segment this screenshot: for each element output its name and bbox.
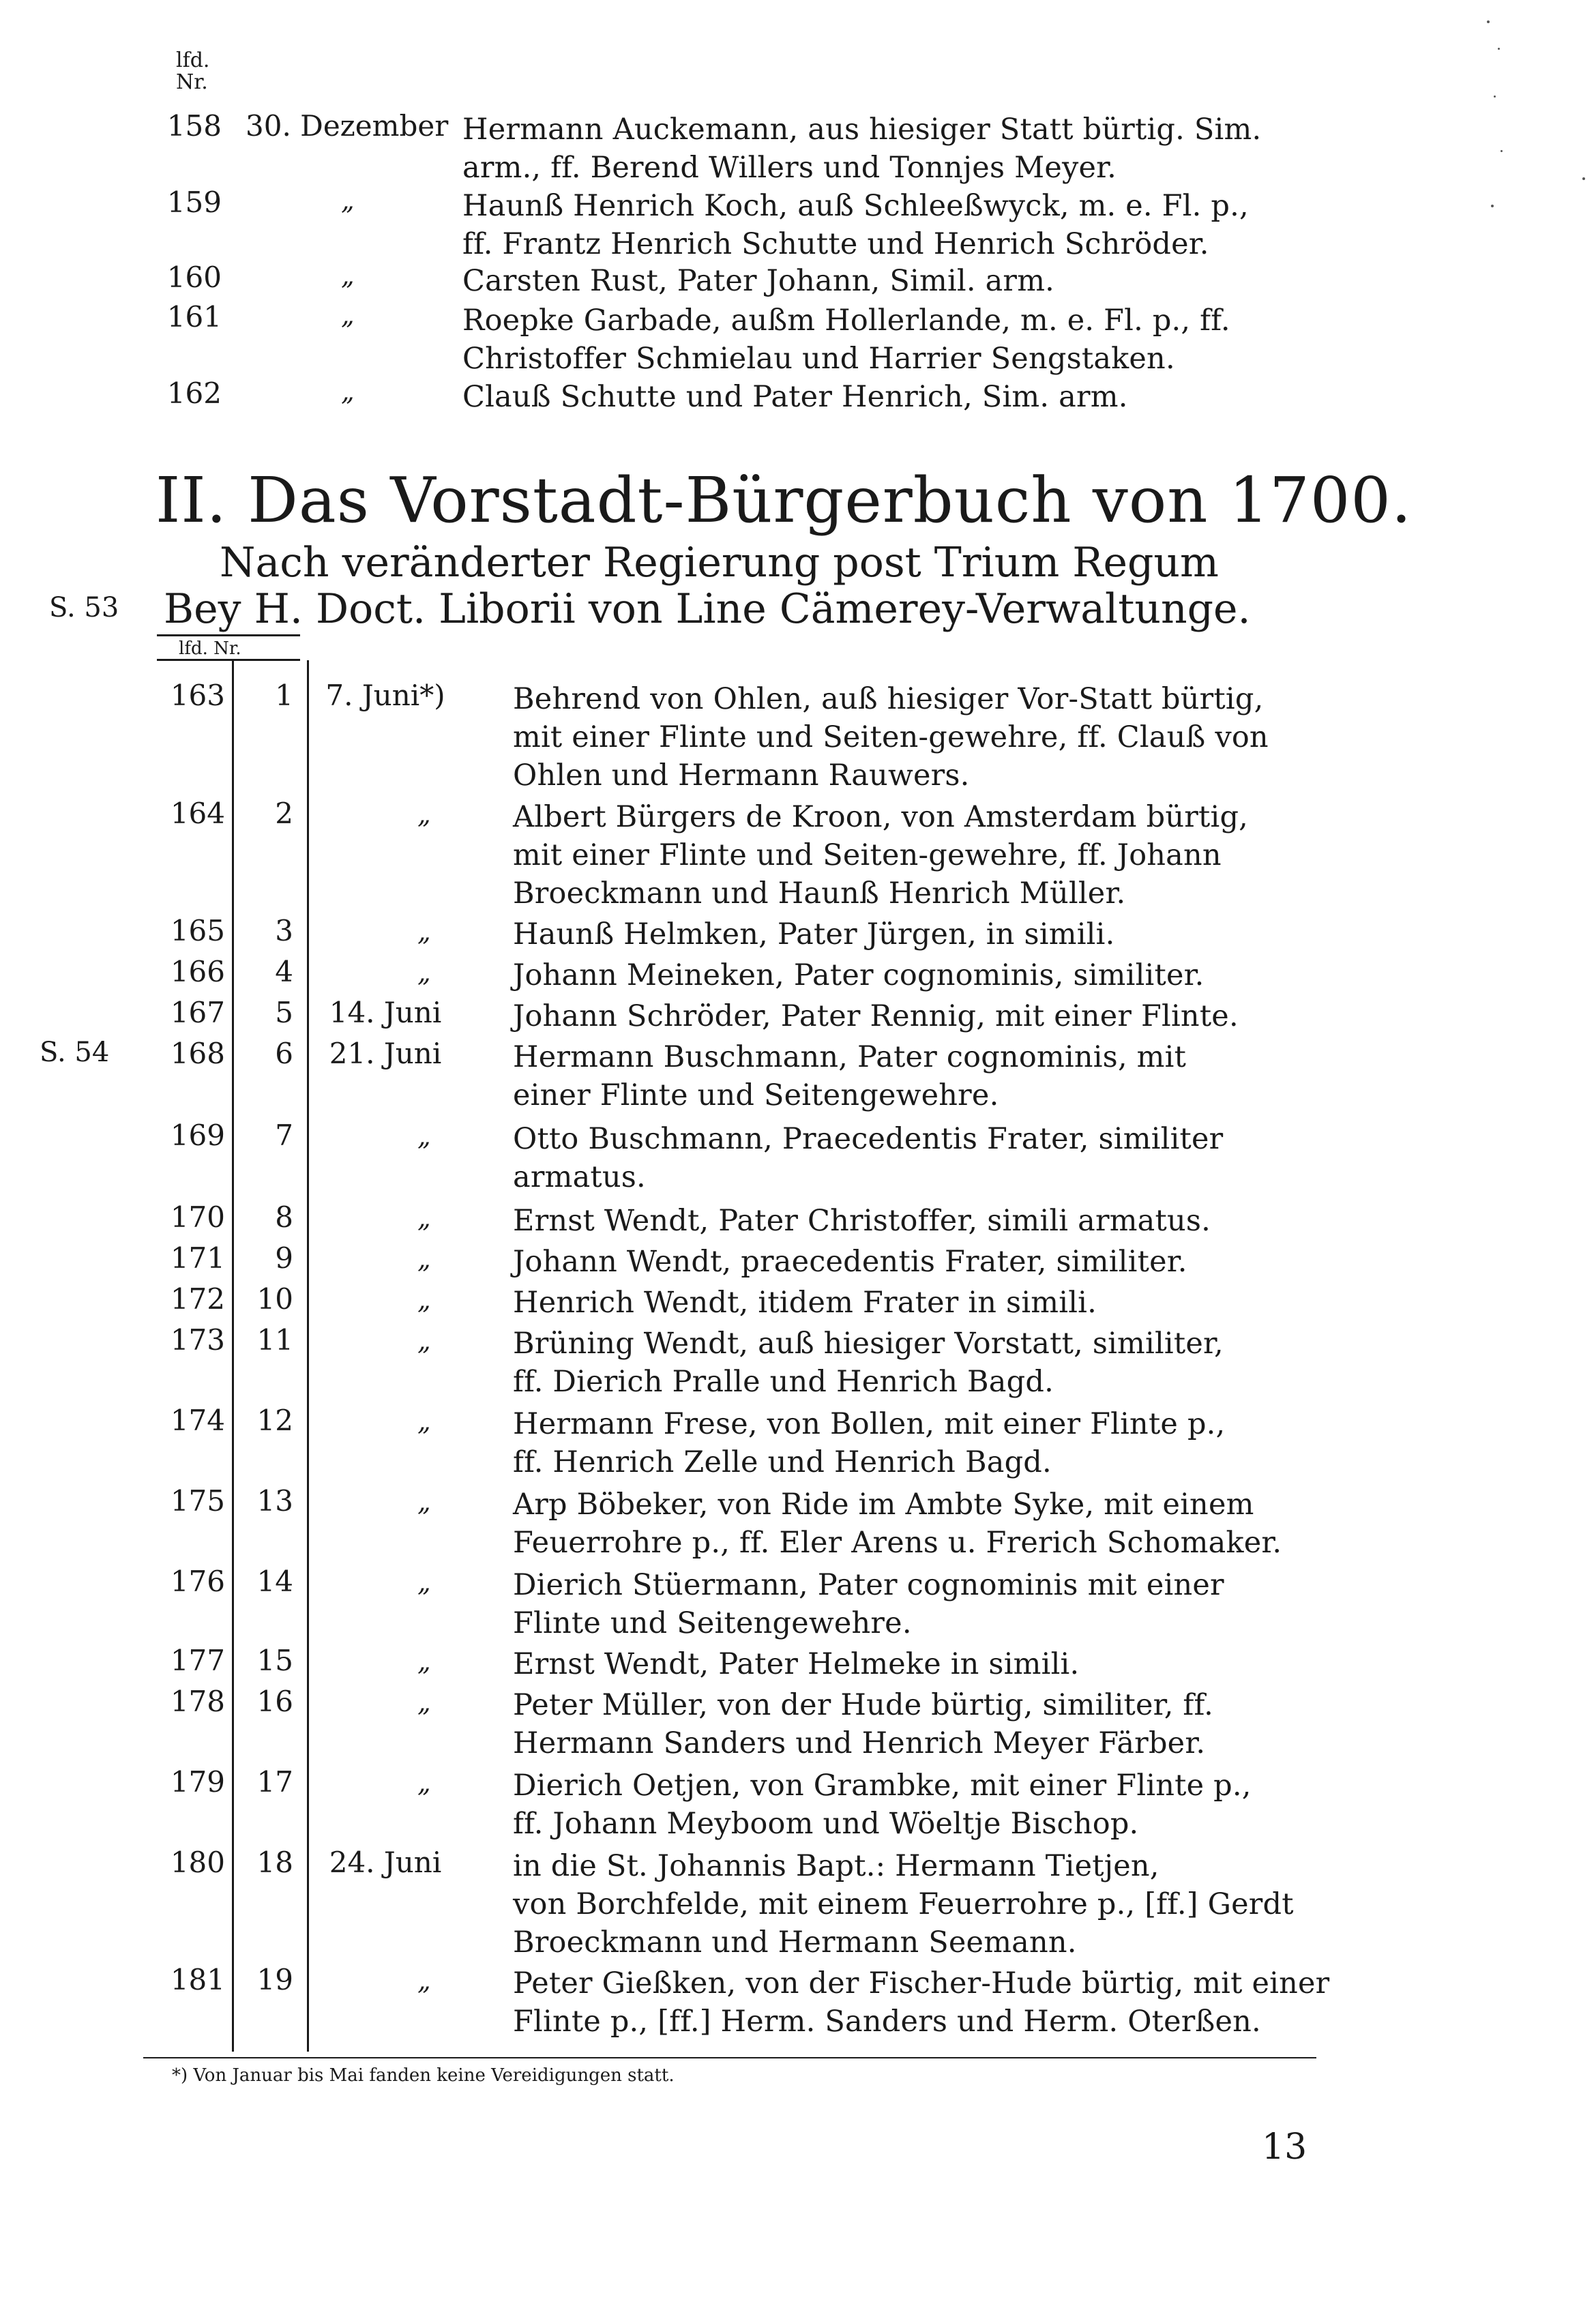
entry-text-line: Dierich Oetjen, von Grambke, mit einer Flinte p., (513, 1769, 1252, 1803)
entry-text-line: in die St. Johannis Bapt.: Hermann Tietjen, (513, 1849, 1159, 1883)
entry-sub-number: 19 (256, 1963, 293, 1996)
scan-speck (1487, 20, 1490, 23)
entry-sub-number: 14 (256, 1565, 293, 1598)
entry-text-line: mit einer Flinte und Seiten-gewehre, ff. Johann (513, 838, 1222, 872)
header-rule-top (157, 634, 300, 636)
entry-text-line: Clauß Schutte und Pater Henrich, Sim. arm. (462, 380, 1128, 414)
entry-text-line: Johann Schröder, Pater Rennig, mit einer Flinte. (513, 999, 1239, 1033)
entry-text-line: Henrich Wendt, itidem Frater in simili. (513, 1286, 1097, 1320)
entry-sub-number: 4 (275, 955, 293, 988)
entry-sub-number: 17 (256, 1765, 293, 1799)
scan-speck (1501, 150, 1503, 152)
entry-number: 175 (170, 1484, 225, 1518)
lfd-label: lfd. (176, 48, 210, 72)
scan-speck (1494, 95, 1496, 98)
entry-number: 159 (166, 186, 222, 219)
margin-ref-s54: S. 54 (40, 1037, 110, 1068)
entry-number: 181 (170, 1963, 225, 1996)
ditto-mark: „ (417, 1687, 431, 1717)
ditto-mark: „ (417, 1244, 431, 1274)
entry-text-line: von Borchfelde, mit einem Feuerrohre p., [ff.] Gerdt (513, 1887, 1294, 1921)
entry-text-line: ff. Henrich Zelle und Henrich Bagd. (513, 1445, 1052, 1479)
entry-sub-number: 18 (256, 1846, 293, 1879)
entry-text-line: Johann Meineken, Pater cognominis, similiter. (513, 958, 1205, 992)
entry-sub-number: 7 (275, 1119, 293, 1152)
entry-text-line: Christoffer Schmielau und Harrier Sengstaken. (462, 342, 1175, 376)
scan-speck (1498, 48, 1500, 50)
entry-text-line: Roepke Garbade, außm Hollerlande, m. e. Fl. p., ff. (462, 304, 1230, 338)
entry-text-line: Ernst Wendt, Pater Helmeke in simili. (513, 1647, 1080, 1681)
scan-speck (1491, 205, 1494, 207)
nr-label: Nr. (176, 70, 208, 94)
entry-sub-number: 10 (256, 1282, 293, 1316)
entry-text-line: Flinte p., [ff.] Herm. Sanders und Herm. Oterßen. (513, 2005, 1261, 2039)
entry-number: 164 (170, 797, 225, 830)
entry-text-line: Ernst Wendt, Pater Christoffer, simili armatus. (513, 1204, 1211, 1238)
entry-number: 166 (170, 955, 225, 988)
entry-date: 14. Juni (329, 996, 442, 1029)
entry-text-line: mit einer Flinte und Seiten-gewehre, ff. Clauß von (513, 720, 1269, 754)
entry-number: 160 (166, 261, 222, 294)
entry-text-line: Peter Gießken, von der Fischer-Hude bürtig, mit einer (513, 1966, 1330, 2000)
ditto-mark: „ (417, 1646, 431, 1677)
ditto-mark: „ (417, 1406, 431, 1436)
entry-sub-number: 2 (275, 797, 293, 830)
entry-text-line: Flinte und Seitengewehre. (513, 1606, 912, 1640)
ditto-mark: „ (341, 186, 355, 216)
entry-number: 179 (170, 1765, 225, 1799)
entry-text-line: Johann Wendt, praecedentis Frater, similiter. (513, 1245, 1187, 1279)
entry-date: 7. Juni*) (325, 679, 445, 712)
entry-text-line: Hermann Frese, von Bollen, mit einer Flinte p., (513, 1407, 1226, 1441)
section-subtitle-1: Nach veränderter Regierung post Trium Regum (220, 539, 1219, 587)
section-subtitle-2: Bey H. Doct. Liborii von Line Cämerey-Verwaltunge. (164, 585, 1251, 633)
col-rule-1 (232, 660, 234, 2052)
ditto-mark: „ (417, 917, 431, 947)
ditto-mark: „ (417, 1487, 431, 1517)
entry-text-line: Feuerrohre p., ff. Eler Arens u. Frerich Schomaker. (513, 1526, 1282, 1560)
entry-text-line: Ohlen und Hermann Rauwers. (513, 758, 970, 793)
entry-text-line: ff. Johann Meyboom und Wöeltje Bischop. (513, 1807, 1139, 1841)
table-col-header: lfd. Nr. (179, 638, 241, 659)
entry-text-line: arm., ff. Berend Willers und Tonnjes Meyer. (462, 151, 1117, 185)
header-rule-bottom (157, 659, 300, 661)
ditto-mark: „ (341, 376, 355, 407)
entry-number: 173 (170, 1323, 225, 1357)
entry-text-line: Behrend von Ohlen, auß hiesiger Vor-Statt bürtig, (513, 682, 1264, 716)
ditto-mark: „ (341, 261, 355, 291)
ditto-mark: „ (417, 799, 431, 829)
entry-sub-number: 1 (275, 679, 293, 712)
entry-text-line: Hermann Sanders und Henrich Meyer Färber. (513, 1726, 1206, 1760)
entry-date: 21. Juni (329, 1037, 442, 1070)
entry-number: 169 (170, 1119, 225, 1152)
col-rule-2 (307, 660, 309, 2052)
ditto-mark: „ (417, 958, 431, 988)
ditto-mark: „ (417, 1121, 431, 1151)
ditto-mark: „ (417, 1285, 431, 1315)
entry-text-line: Broeckmann und Haunß Henrich Müller. (513, 876, 1126, 911)
entry-sub-number: 8 (275, 1200, 293, 1234)
entry-text-line: Hermann Auckemann, aus hiesiger Statt bürtig. Sim. (462, 113, 1262, 147)
ditto-mark: „ (417, 1768, 431, 1798)
entry-sub-number: 15 (256, 1644, 293, 1677)
entry-text-line: Albert Bürgers de Kroon, von Amsterdam bürtig, (513, 800, 1249, 834)
entry-sub-number: 16 (256, 1685, 293, 1718)
entry-text-line: Carsten Rust, Pater Johann, Simil. arm. (462, 264, 1055, 298)
entry-number: 161 (166, 300, 222, 334)
entry-text-line: armatus. (513, 1160, 646, 1194)
ditto-mark: „ (417, 1567, 431, 1597)
entry-text-line: Hermann Buschmann, Pater cognominis, mit (513, 1040, 1187, 1074)
entry-number: 162 (166, 376, 222, 410)
entry-number: 177 (170, 1644, 225, 1677)
entry-sub-number: 3 (275, 914, 293, 947)
margin-ref-s53: S. 53 (49, 592, 119, 623)
entry-text-line: Otto Buschmann, Praecedentis Frater, similiter (513, 1122, 1224, 1156)
entry-number: 176 (170, 1565, 225, 1598)
ditto-mark: „ (417, 1203, 431, 1233)
entry-sub-number: 12 (256, 1404, 293, 1437)
footnote-rule (143, 2057, 1316, 2058)
scan-speck (1582, 177, 1585, 180)
entry-date: 24. Juni (329, 1846, 442, 1879)
entry-number: 170 (170, 1200, 225, 1234)
entry-text-line: Haunß Helmken, Pater Jürgen, in simili. (513, 917, 1115, 951)
entry-number: 163 (170, 679, 225, 712)
ditto-mark: „ (417, 1966, 431, 1996)
entry-number: 178 (170, 1685, 225, 1718)
entry-sub-number: 13 (256, 1484, 293, 1518)
ditto-mark: „ (417, 1326, 431, 1356)
entry-number: 171 (170, 1241, 225, 1275)
entry-text-line: ff. Dierich Pralle und Henrich Bagd. (513, 1365, 1054, 1399)
entry-number: 165 (170, 914, 225, 947)
entry-text-line: einer Flinte und Seitengewehre. (513, 1078, 999, 1112)
entry-sub-number: 5 (275, 996, 293, 1029)
entry-number: 172 (170, 1282, 225, 1316)
entry-date: 30. Dezember (246, 109, 449, 143)
ditto-mark: „ (341, 300, 355, 330)
entry-number: 158 (166, 109, 222, 143)
entry-number: 168 (170, 1037, 225, 1070)
entry-number: 174 (170, 1404, 225, 1437)
section-title: II. Das Vorstadt-Bürgerbuch von 1700. (156, 464, 1413, 537)
entry-text-line: Arp Böbeker, von Ride im Ambte Syke, mit einem (513, 1488, 1254, 1522)
entry-number: 180 (170, 1846, 225, 1879)
entry-text-line: Broeckmann und Hermann Seemann. (513, 1925, 1077, 1960)
entry-sub-number: 11 (256, 1323, 293, 1357)
entry-text-line: Haunß Henrich Koch, auß Schleeßwyck, m. e. Fl. p., (462, 189, 1249, 223)
page-number: 13 (1262, 2127, 1307, 2168)
entry-sub-number: 9 (275, 1241, 293, 1275)
entry-text-line: Peter Müller, von der Hude bürtig, similiter, ff. (513, 1688, 1213, 1722)
footnote: *) Von Januar bis Mai fanden keine Vereidigungen statt. (172, 2065, 675, 2086)
entry-text-line: Brüning Wendt, auß hiesiger Vorstatt, similiter, (513, 1327, 1224, 1361)
entry-text-line: Dierich Stüermann, Pater cognominis mit einer (513, 1568, 1224, 1602)
entry-number: 167 (170, 996, 225, 1029)
entry-text-line: ff. Frantz Henrich Schutte und Henrich Schröder. (462, 227, 1209, 261)
entry-sub-number: 6 (275, 1037, 293, 1070)
